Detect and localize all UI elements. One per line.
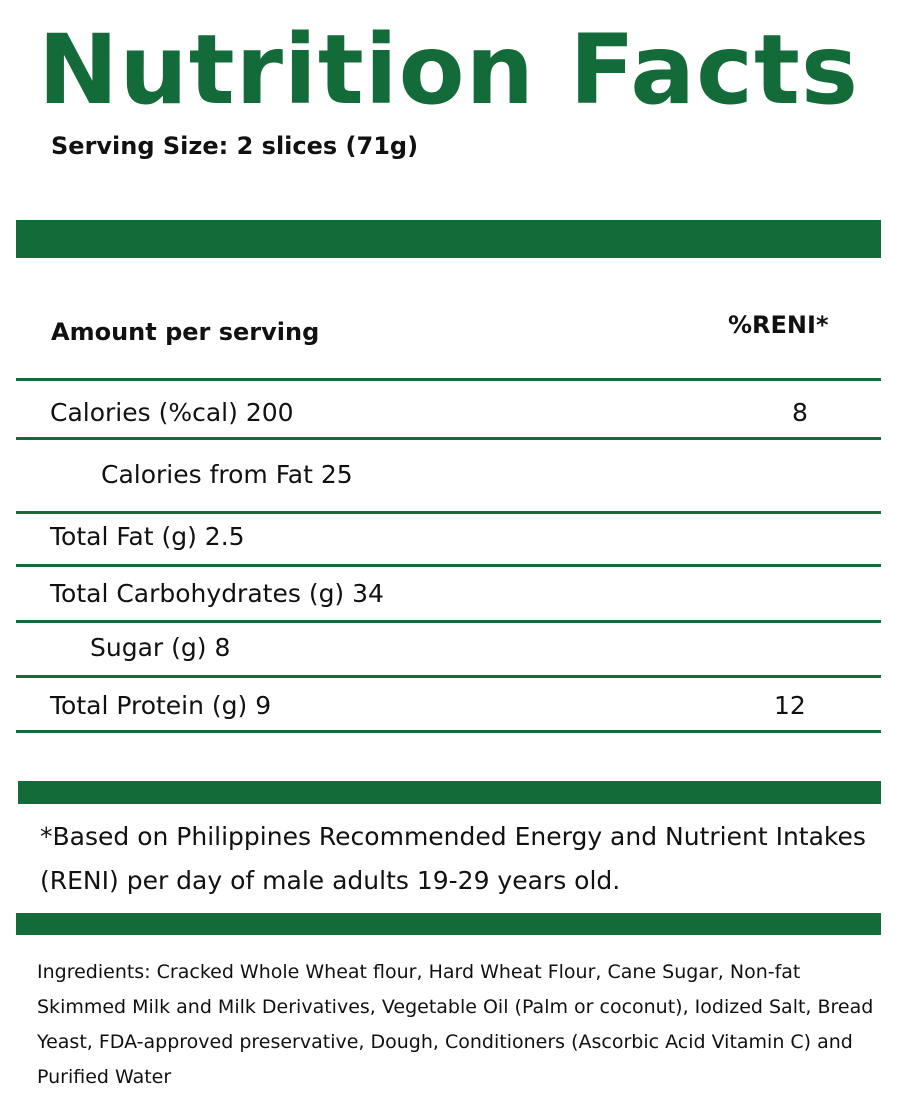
page-title: Nutrition Facts <box>38 14 860 126</box>
ingredients-text: Ingredients: Cracked Whole Wheat flour, Hard Wheat Flour, Cane Sugar, Non-fat Skimmed Milk and Milk Derivatives, Vegetable Oil (Palm or coconut), Iodized Salt, Bread Yeast, FDA-approved preservative, Dough, Conditioners (Ascorbic Acid Vitamin C) and Purified Water <box>37 961 874 1088</box>
row-total-protein-reni: 12 <box>774 691 806 720</box>
divider <box>16 511 881 514</box>
ingredients-bar <box>16 913 881 935</box>
row-total-fat-label: Total Fat (g) 2.5 <box>50 522 245 551</box>
divider <box>16 620 881 623</box>
row-calories-reni: 8 <box>792 398 808 427</box>
row-total-protein-label: Total Protein (g) 9 <box>50 691 272 720</box>
header-bar <box>16 220 881 258</box>
amount-per-serving-header: Amount per serving <box>51 318 320 346</box>
divider <box>16 378 881 381</box>
reni-column-header: %RENI* <box>728 311 829 339</box>
footnote-bar <box>18 781 881 804</box>
row-calories-from-fat-label: Calories from Fat 25 <box>101 460 353 489</box>
divider <box>16 564 881 567</box>
row-sugar-label: Sugar (g) 8 <box>90 633 231 662</box>
row-total-carbohydrates-label: Total Carbohydrates (g) 34 <box>50 579 384 608</box>
divider <box>16 437 881 440</box>
reni-footnote: *Based on Philippines Recommended Energy and Nutrient Intakes (RENI) per day of male adults 19-29 years old. <box>40 822 866 895</box>
row-calories-label: Calories (%cal) 200 <box>50 398 294 427</box>
divider <box>16 675 881 678</box>
divider <box>16 730 881 733</box>
serving-size: Serving Size: 2 slices (71g) <box>51 132 419 160</box>
